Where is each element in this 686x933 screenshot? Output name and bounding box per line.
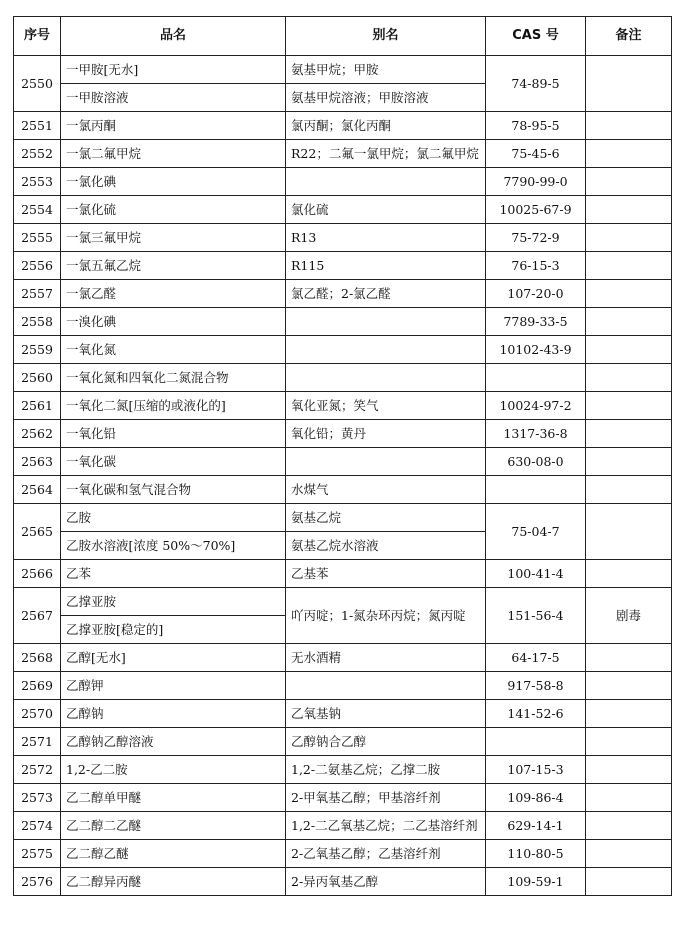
table-row (14, 504, 672, 532)
table-row (14, 224, 672, 252)
row-number: 2556 (14, 252, 61, 280)
cas-number: 109-86-4 (486, 784, 586, 812)
cas-number: 1317-36-8 (486, 420, 586, 448)
table-row (14, 560, 672, 588)
product-name: 乙二醇乙醚 (61, 840, 286, 868)
header-note: 备注 (586, 17, 672, 56)
note (586, 784, 672, 812)
cas-number: 107-15-3 (486, 756, 586, 784)
row-number: 2557 (14, 280, 61, 308)
note (586, 700, 672, 728)
header-row (14, 17, 672, 56)
note (586, 672, 672, 700)
product-name: 乙胺水溶液[浓度 50%～70%] (61, 532, 286, 560)
cas-number: 74-89-5 (486, 56, 586, 112)
table-row (14, 756, 672, 784)
product-name: 一氯五氟乙烷 (61, 252, 286, 280)
note (586, 168, 672, 196)
row-number: 2569 (14, 672, 61, 700)
product-name: 一氧化氮 (61, 336, 286, 364)
alias (286, 364, 486, 392)
product-name: 乙二醇单甲醚 (61, 784, 286, 812)
note (586, 308, 672, 336)
cas-number: 110-80-5 (486, 840, 586, 868)
cas-number: 10025-67-9 (486, 196, 586, 224)
row-number: 2566 (14, 560, 61, 588)
product-name: 一氯三氟甲烷 (61, 224, 286, 252)
note (586, 840, 672, 868)
alias (286, 308, 486, 336)
note (586, 364, 672, 392)
note (586, 560, 672, 588)
cas-number: 7789-33-5 (486, 308, 586, 336)
cas-number: 629-14-1 (486, 812, 586, 840)
product-name: 乙二醇异丙醚 (61, 868, 286, 896)
cas-number: 64-17-5 (486, 644, 586, 672)
table-row (14, 868, 672, 896)
cas-number: 630-08-0 (486, 448, 586, 476)
product-name: 一氧化氮和四氧化二氮混合物 (61, 364, 286, 392)
row-number: 2554 (14, 196, 61, 224)
cas-number: 76-15-3 (486, 252, 586, 280)
alias: 氯丙酮；氯化丙酮 (286, 112, 486, 140)
cas-number: 109-59-1 (486, 868, 586, 896)
product-name: 乙胺 (61, 504, 286, 532)
table-row (14, 56, 672, 84)
alias: 氨基甲烷；甲胺 (286, 56, 486, 84)
alias: R22；二氟一氯甲烷；氯二氟甲烷 (286, 140, 486, 168)
row-number: 2559 (14, 336, 61, 364)
row-number: 2567 (14, 588, 61, 644)
row-number: 2550 (14, 56, 61, 112)
header-name: 品名 (61, 17, 286, 56)
cas-number: 10024-97-2 (486, 392, 586, 420)
cas-number: 7790-99-0 (486, 168, 586, 196)
row-number: 2551 (14, 112, 61, 140)
note (586, 504, 672, 560)
row-number: 2562 (14, 420, 61, 448)
alias: 2-甲氧基乙醇；甲基溶纤剂 (286, 784, 486, 812)
product-name: 乙醇钠乙醇溶液 (61, 728, 286, 756)
table-row (14, 728, 672, 756)
product-name: 1,2-乙二胺 (61, 756, 286, 784)
alias: R115 (286, 252, 486, 280)
header-cas: CAS 号 (486, 17, 586, 56)
note (586, 336, 672, 364)
cas-number: 917-58-8 (486, 672, 586, 700)
product-name: 乙醇钠 (61, 700, 286, 728)
alias (286, 336, 486, 364)
alias: 乙醇钠合乙醇 (286, 728, 486, 756)
row-number: 2565 (14, 504, 61, 560)
note (586, 644, 672, 672)
table-row (14, 364, 672, 392)
product-name: 一氧化铅 (61, 420, 286, 448)
product-name: 乙醇钾 (61, 672, 286, 700)
product-name: 乙撑亚胺[稳定的] (61, 616, 286, 644)
table-row (14, 336, 672, 364)
note (586, 196, 672, 224)
cas-number (486, 728, 586, 756)
note (586, 392, 672, 420)
alias: 无水酒精 (286, 644, 486, 672)
alias: 2-乙氧基乙醇；乙基溶纤剂 (286, 840, 486, 868)
cas-number: 78-95-5 (486, 112, 586, 140)
cas-number: 141-52-6 (486, 700, 586, 728)
table-row (14, 308, 672, 336)
row-number: 2576 (14, 868, 61, 896)
row-number: 2571 (14, 728, 61, 756)
row-number: 2555 (14, 224, 61, 252)
cas-number: 151-56-4 (486, 588, 586, 644)
product-name: 一甲胺溶液 (61, 84, 286, 112)
table-row (14, 700, 672, 728)
table-row (14, 588, 672, 616)
note: 剧毒 (586, 588, 672, 644)
row-number: 2552 (14, 140, 61, 168)
product-name: 一氧化碳 (61, 448, 286, 476)
table-row (14, 784, 672, 812)
alias: 氨基乙烷 (286, 504, 486, 532)
product-name: 一氧化碳和氢气混合物 (61, 476, 286, 504)
alias: R13 (286, 224, 486, 252)
row-number: 2563 (14, 448, 61, 476)
note (586, 812, 672, 840)
row-number: 2561 (14, 392, 61, 420)
table-row (14, 112, 672, 140)
header-no: 序号 (14, 17, 61, 56)
note (586, 140, 672, 168)
note (586, 224, 672, 252)
cas-number: 100-41-4 (486, 560, 586, 588)
alias: 2-异丙氧基乙醇 (286, 868, 486, 896)
product-name: 乙二醇二乙醚 (61, 812, 286, 840)
cas-number: 10102-43-9 (486, 336, 586, 364)
row-number: 2568 (14, 644, 61, 672)
alias: 1,2-二乙氧基乙烷；二乙基溶纤剂 (286, 812, 486, 840)
table-row (14, 812, 672, 840)
row-number: 2572 (14, 756, 61, 784)
note (586, 728, 672, 756)
note (586, 868, 672, 896)
product-name: 乙醇[无水] (61, 644, 286, 672)
alias: 氧化亚氮；笑气 (286, 392, 486, 420)
product-name: 一氯丙酮 (61, 112, 286, 140)
row-number: 2564 (14, 476, 61, 504)
table-row (14, 448, 672, 476)
table-row (14, 168, 672, 196)
table-row (14, 196, 672, 224)
table-row (14, 644, 672, 672)
alias: 氯乙醛；2-氯乙醛 (286, 280, 486, 308)
table-row (14, 476, 672, 504)
alias: 吖丙啶；1-氮杂环丙烷；氮丙啶 (286, 588, 486, 644)
alias: 氨基甲烷溶液；甲胺溶液 (286, 84, 486, 112)
table-row (14, 672, 672, 700)
product-name: 乙苯 (61, 560, 286, 588)
alias: 乙氧基钠 (286, 700, 486, 728)
note (586, 756, 672, 784)
cas-number: 75-72-9 (486, 224, 586, 252)
alias (286, 448, 486, 476)
alias: 1,2-二氨基乙烷；乙撑二胺 (286, 756, 486, 784)
table-row (14, 840, 672, 868)
table-row (14, 140, 672, 168)
cas-number: 107-20-0 (486, 280, 586, 308)
row-number: 2558 (14, 308, 61, 336)
cas-number: 75-04-7 (486, 504, 586, 560)
row-number: 2560 (14, 364, 61, 392)
product-name: 一溴化碘 (61, 308, 286, 336)
cas-number (486, 476, 586, 504)
alias: 氯化硫 (286, 196, 486, 224)
table-row (14, 392, 672, 420)
row-number: 2570 (14, 700, 61, 728)
note (586, 420, 672, 448)
product-name: 一甲胺[无水] (61, 56, 286, 84)
alias (286, 672, 486, 700)
note (586, 252, 672, 280)
alias: 氧化铅；黄丹 (286, 420, 486, 448)
product-name: 一氯化碘 (61, 168, 286, 196)
note (586, 280, 672, 308)
note (586, 448, 672, 476)
alias (286, 168, 486, 196)
cas-number: 75-45-6 (486, 140, 586, 168)
row-number: 2553 (14, 168, 61, 196)
chemical-table (13, 16, 672, 896)
row-number: 2575 (14, 840, 61, 868)
table-row (14, 420, 672, 448)
product-name: 一氯二氟甲烷 (61, 140, 286, 168)
row-number: 2573 (14, 784, 61, 812)
note (586, 476, 672, 504)
row-number: 2574 (14, 812, 61, 840)
note (586, 56, 672, 112)
alias: 水煤气 (286, 476, 486, 504)
product-name: 一氧化二氮[压缩的或液化的] (61, 392, 286, 420)
product-name: 一氯乙醛 (61, 280, 286, 308)
note (586, 112, 672, 140)
table-row (14, 252, 672, 280)
cas-number (486, 364, 586, 392)
header-alias: 别名 (286, 17, 486, 56)
product-name: 一氯化硫 (61, 196, 286, 224)
product-name: 乙撑亚胺 (61, 588, 286, 616)
table-row (14, 280, 672, 308)
alias: 乙基苯 (286, 560, 486, 588)
alias: 氨基乙烷水溶液 (286, 532, 486, 560)
